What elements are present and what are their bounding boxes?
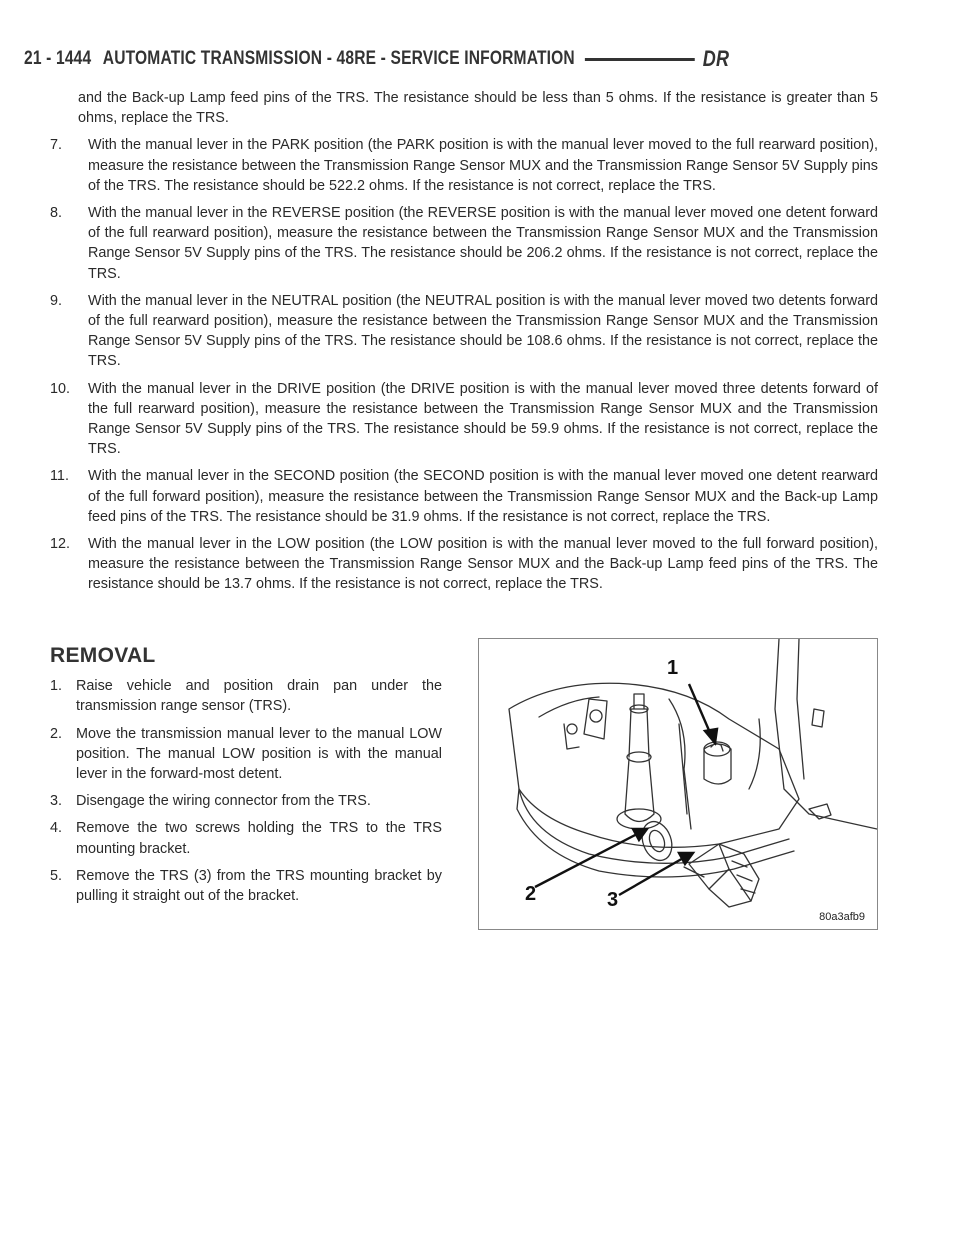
step-number: 12.: [50, 536, 71, 553]
step-number: 8.: [50, 205, 63, 222]
step-number: 4.: [50, 820, 63, 837]
test-step-7: [50, 135, 878, 196]
callout-3: 3: [607, 889, 619, 911]
callout-2: 2: [525, 883, 537, 905]
step-number: 5.: [50, 867, 63, 884]
step-text: With the manual lever in the PARK position (the PARK position is with the manual lever moved to the full rearward position), measure the resistance between the Transmission Range Sensor MUX and the Transmission Range Sensor 5V Supply pins of the TRS. The resistance should be 522.2 ohms. If the resistance is not correct, replace the TRS.: [88, 137, 878, 194]
step-text: Move the transmission manual lever to the manual LOW position. The manual LOW position is with the manual lever in the forward-most detent.: [76, 725, 442, 783]
test-step-10: [50, 379, 878, 460]
removal-step-3: [50, 791, 442, 811]
step-text: Remove the TRS (3) from the TRS mounting bracket by pulling it straight out of the bracket.: [76, 867, 442, 905]
page-header: [24, 44, 729, 74]
removal-step-4: [50, 818, 442, 858]
step-text: Raise vehicle and position drain pan under the transmission range sensor (TRS).: [76, 678, 442, 715]
header-rule: [585, 58, 695, 61]
step-text: With the manual lever in the REVERSE position (the REVERSE position is with the manual lever moved one detent forward of the full rearward position), measure the resistance between the Transmission Range Sensor MUX and the Transmission Range Sensor 5V Supply pins of the TRS. The resistance should be 206.2 ohms. If the resistance is not correct, replace the TRS.: [88, 205, 878, 282]
removal-step-1: [50, 676, 442, 716]
page-number: 21 - 1444: [24, 48, 92, 69]
test-step-11: [50, 466, 878, 527]
removal-step-5: [50, 866, 442, 906]
step-number: 10.: [50, 380, 71, 397]
page-title: AUTOMATIC TRANSMISSION - 48RE - SERVICE INFORMATION: [102, 48, 575, 69]
test-step-8: [50, 203, 878, 284]
test-step-12: [50, 534, 878, 595]
step-number: 9.: [50, 292, 63, 309]
removal-section: [50, 630, 442, 913]
step-number: 7.: [50, 137, 63, 154]
callout-1: 1: [667, 657, 679, 679]
section-title: REMOVAL: [50, 644, 156, 667]
removal-step-2: [50, 724, 442, 785]
trs-drawing: [479, 639, 877, 929]
step-number: 11.: [50, 468, 69, 485]
trs-illustration: [478, 638, 878, 930]
step-number: 1.: [50, 678, 63, 695]
figure-code: 80a3afb9: [819, 911, 865, 923]
step-number: 2.: [50, 725, 63, 742]
step-text: With the manual lever in the DRIVE position (the DRIVE position is with the manual lever moved three detents forward of the full rearward position), measure the resistance between the Transmission Range Sensor MUX and the Transmission Range Sensor 5V Supply pins of the TRS. The resistance should be 59.9 ohms. If the resistance is not correct, replace the TRS.: [88, 380, 878, 458]
test-procedure: [50, 88, 878, 602]
test-step-9: [50, 291, 878, 372]
continuation-text: and the Back-up Lamp feed pins of the TRS. The resistance should be less than 5 ohms. If the resistance is greater than 5 ohms, replace the TRS.: [78, 90, 878, 127]
step-text: With the manual lever in the SECOND position (the SECOND position is with the manual lever moved one detent rearward of the full forward position), measure the resistance between the Transmission Range Sensor MUX and the Back-up Lamp feed pins of the TRS. The resistance should be 31.9 ohms. If the resistance is not correct, replace the TRS.: [88, 468, 878, 525]
step-text: Disengage the wiring connector from the TRS.: [76, 793, 371, 810]
step-number: 3.: [50, 793, 63, 810]
step-text: With the manual lever in the NEUTRAL position (the NEUTRAL position is with the manual lever moved two detents forward of the full rearward position), measure the resistance between the Transmission Range Sensor MUX and the Transmission Range Sensor 5V Supply pins of the TRS. The resistance should be 108.6 ohms. If the resistance is not correct, replace the TRS.: [88, 292, 878, 370]
step-text: Remove the two screws holding the TRS to the TRS mounting bracket.: [76, 820, 442, 857]
step-text: With the manual lever in the LOW position (the LOW position is with the manual lever moved to the full forward position), measure the resistance between the Transmission Range Sensor MUX and the Back-up Lamp feed pins of the TRS. The resistance should be 13.7 ohms. If the resistance is not correct, replace the TRS.: [88, 536, 878, 593]
model-code: DR: [702, 46, 730, 71]
